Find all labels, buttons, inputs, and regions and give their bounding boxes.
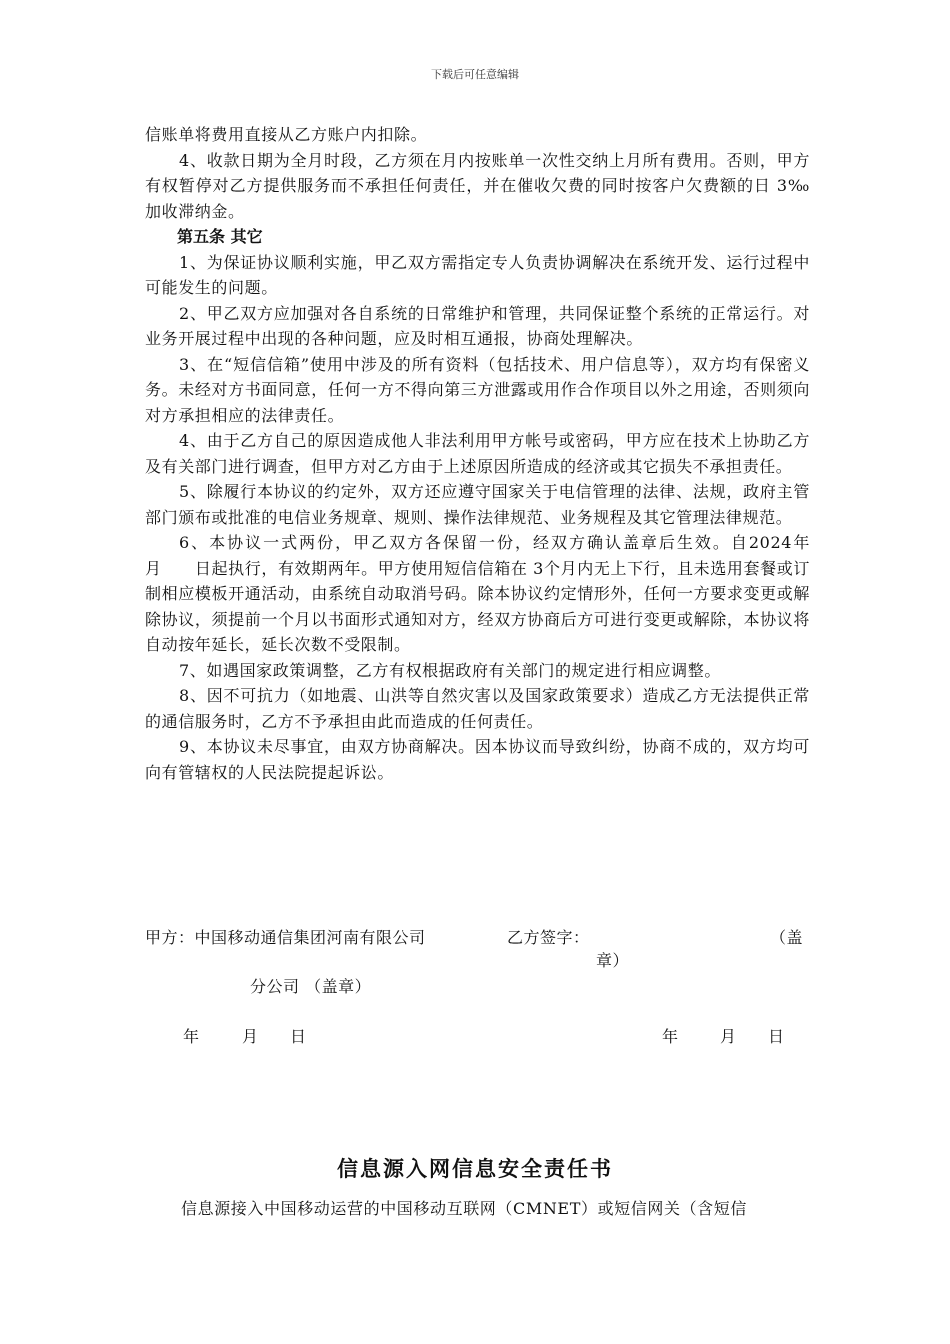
- party-a-label: 甲方：中国移动通信集团河南有限公司: [145, 928, 426, 947]
- paragraph-continuation: 信账单将费用直接从乙方账户内扣除。: [145, 125, 428, 144]
- party-b-seal-open: （盖: [770, 928, 804, 947]
- paragraph-payment-date: 4、收款日期为全月时段，乙方须在月内按账单一次性交纳上月所有费用。否则，甲方有权暂停对乙方提供服务而不承担任何责任，并在催收欠费的同时按客户欠费额的日 3‰加收滞纳金。: [145, 150, 810, 221]
- party-a-month: 月: [242, 1027, 259, 1046]
- page-header-note: 下载后可任意编辑: [431, 68, 519, 81]
- clause-6: 6、本协议一式两份，甲乙双方各保留一份，经双方确认盖章后生效。自2024年 月 日起执行，有效期两年。甲方使用短信信箱在 3个月内无上下行，且未选用套餐或订制相应模板开通活动，由系统自动取消号码。除本协议约定情形外，任何一方要求变更或解除协议，须提前一个月以书面形式通知对方，经双方协商后方可进行变更或解除，本协议将自动按年延长，延长次数不受限制。: [145, 533, 844, 654]
- clause-2: 2、甲乙双方应加强对各自系统的日常维护和管理，共同保证整个系统的正常运行。对业务开展过程中出现的各种问题，应及时相互通报，协商处理解决。: [145, 303, 810, 348]
- clause-4: 4、由于乙方自己的原因造成他人非法利用甲方帐号或密码，甲方应在技术上协助乙方及有关部门进行调查，但甲方对乙方由于上述原因所造成的经济或其它损失不承担责任。: [145, 431, 810, 476]
- party-a-year: 年: [183, 1027, 200, 1046]
- clause-3: 3、在“短信信箱”使用中涉及的所有资料（包括技术、用户信息等），双方均有保密义务。未经对方书面同意，任何一方不得向第三方泄露或用作合作项目以外之用途，否则须向对方承担相应的法律责任。: [145, 354, 810, 425]
- clause-5: 5、除履行本协议的约定外，双方还应遵守国家关于电信管理的法律、法规，政府主管部门颁布或批准的电信业务规章、规则、操作法律规范、业务规程及其它管理法律规范。: [145, 482, 810, 527]
- clause-9: 9、本协议未尽事宜，由双方协商解决。因本协议而导致纠纷，协商不成的，双方均可向有管辖权的人民法院提起诉讼。: [145, 737, 810, 782]
- agreement-body: [145, 122, 844, 785]
- clause-1: 1、为保证协议顺利实施，甲乙双方需指定专人负责协调解决在系统开发、运行过程中可能发生的问题。: [145, 252, 810, 297]
- party-b-seal-close: 章）: [596, 951, 630, 970]
- section-heading-5: 第五条 其它: [177, 227, 263, 246]
- security-doc-title: 信息源入网信息安全责任书: [337, 1156, 613, 1181]
- party-a-day: 日: [290, 1027, 307, 1046]
- party-b-year: 年: [662, 1027, 679, 1046]
- party-b-month: 月: [720, 1027, 737, 1046]
- party-b-label: 乙方签字：: [507, 928, 590, 947]
- clause-7: 7、如遇国家政策调整，乙方有权根据政府有关部门的规定进行相应调整。: [179, 660, 721, 680]
- security-doc-intro: 信息源接入中国移动运营的中国移动互联网（CMNET）或短信网关（含短信: [181, 1199, 747, 1218]
- party-b-day: 日: [768, 1027, 785, 1046]
- clause-8: 8、因不可抗力（如地震、山洪等自然灾害以及国家政策要求）造成乙方无法提供正常的通信服务时，乙方不予承担由此而造成的任何责任。: [145, 686, 810, 731]
- party-a-branch-seal: 分公司 （盖章）: [250, 977, 372, 996]
